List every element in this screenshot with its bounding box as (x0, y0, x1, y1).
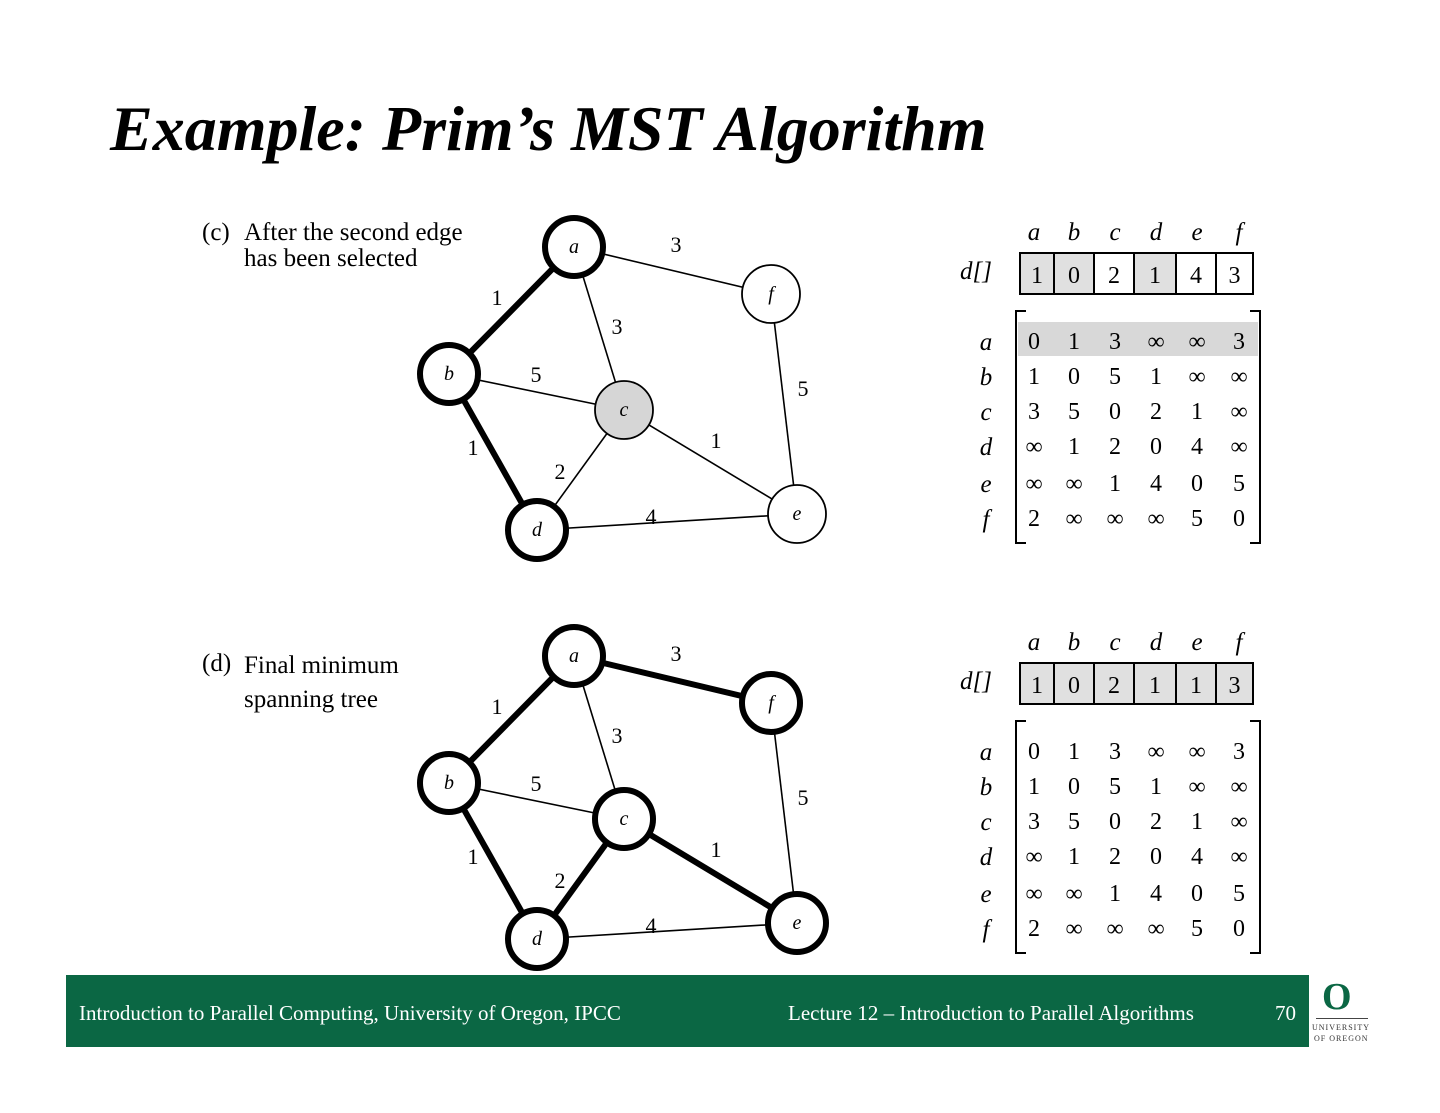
d-value-a: 1 (1031, 673, 1043, 699)
matrix-cell-f-f: 0 (1233, 916, 1245, 942)
row-label-b: b (979, 774, 993, 801)
edge-weight-b-c: 5 (530, 771, 542, 796)
footer-bar (66, 975, 1309, 1047)
d-array-label: d[] (960, 258, 992, 285)
row-label-a: a (979, 739, 993, 766)
matrix-cell-a-b: 1 (1068, 329, 1080, 355)
column-header-f: f (1235, 629, 1243, 656)
edge-weight-a-c: 3 (611, 314, 623, 339)
matrix-cell-e-b: ∞ (1065, 881, 1083, 907)
matrix-cell-e-b: ∞ (1065, 471, 1083, 497)
d-value-c: 2 (1108, 673, 1120, 699)
matrix-cell-b-c: 5 (1109, 364, 1121, 390)
matrix-cell-a-e: ∞ (1188, 739, 1206, 765)
matrix-cell-b-f: ∞ (1230, 364, 1248, 390)
matrix-cell-f-e: 5 (1191, 916, 1203, 942)
matrix-cell-c-f: ∞ (1230, 399, 1248, 425)
matrix-cell-e-f: 5 (1233, 881, 1245, 907)
logo-rule (1316, 1018, 1368, 1019)
matrix-cell-e-c: 1 (1109, 471, 1121, 497)
node-label-b: b (444, 363, 454, 385)
caption-line-2: spanning tree (244, 686, 378, 713)
matrix-cell-f-c: ∞ (1106, 506, 1124, 532)
matrix-cell-f-d: ∞ (1147, 506, 1165, 532)
caption-line-1: After the second edge (244, 219, 463, 246)
matrix-cell-c-d: 2 (1150, 399, 1162, 425)
edge-weight-b-d: 1 (467, 435, 479, 460)
logo-line-2: OF OREGON (1314, 1034, 1369, 1043)
row-label-e: e (980, 471, 992, 498)
matrix-cell-a-d: ∞ (1147, 329, 1165, 355)
matrix-cell-a-e: ∞ (1188, 329, 1206, 355)
matrix-cell-d-c: 2 (1109, 434, 1121, 460)
matrix-cell-d-b: 1 (1068, 434, 1080, 460)
node-label-a: a (569, 645, 579, 667)
matrix-cell-b-d: 1 (1150, 364, 1162, 390)
d-value-b: 0 (1068, 263, 1080, 289)
matrix-cell-c-d: 2 (1150, 809, 1162, 835)
edge-weight-c-d: 2 (554, 459, 566, 484)
column-header-e: e (1191, 629, 1203, 656)
matrix-cell-f-e: 5 (1191, 506, 1203, 532)
footer-lecture: Lecture 12 – Introduction to Parallel Algorithms (788, 1001, 1194, 1025)
row-label-a: a (979, 329, 993, 356)
d-value-f: 3 (1228, 673, 1241, 699)
edge-weight-a-f: 3 (670, 641, 682, 666)
d-value-d: 1 (1149, 673, 1161, 699)
slide-title: Example: Prim’s MST Algorithm (110, 93, 987, 164)
matrix-cell-f-b: ∞ (1065, 506, 1083, 532)
matrix-cell-b-a: 1 (1028, 364, 1040, 390)
node-label-a: a (569, 236, 579, 258)
matrix-cell-c-e: 1 (1191, 809, 1203, 835)
matrix-cell-b-e: ∞ (1188, 774, 1206, 800)
edge-weight-c-e: 1 (710, 837, 722, 862)
matrix-cell-a-c: 3 (1109, 329, 1121, 355)
matrix-cell-b-c: 5 (1109, 774, 1121, 800)
d-value-c: 2 (1108, 263, 1120, 289)
matrix-cell-b-b: 0 (1068, 364, 1080, 390)
column-header-f: f (1235, 219, 1243, 246)
edge-weight-a-f: 3 (670, 232, 682, 257)
matrix-cell-c-e: 1 (1191, 399, 1203, 425)
edge-weight-a-b: 1 (491, 694, 503, 719)
footer-page-number: 70 (1275, 1001, 1296, 1025)
row-label-c: c (980, 399, 992, 426)
matrix-cell-a-f: 3 (1233, 329, 1245, 355)
column-header-a: a (1027, 629, 1041, 656)
node-label-c: c (619, 808, 629, 830)
row-label-b: b (979, 364, 993, 391)
column-header-d: d (1149, 219, 1163, 246)
node-label-d: d (532, 928, 542, 950)
d-value-f: 3 (1228, 263, 1241, 289)
node-label-e: e (792, 912, 802, 934)
node-label-f: f (768, 283, 774, 305)
column-header-e: e (1191, 219, 1203, 246)
matrix-cell-c-b: 5 (1068, 809, 1080, 835)
matrix-cell-b-e: ∞ (1188, 364, 1206, 390)
logo-line-1: UNIVERSITY (1312, 1023, 1370, 1032)
footer-course: Introduction to Parallel Computing, University of Oregon, IPCC (79, 1001, 621, 1025)
matrix-cell-d-e: 4 (1191, 434, 1203, 460)
matrix-cell-c-c: 0 (1109, 809, 1121, 835)
matrix-cell-d-d: 0 (1150, 434, 1162, 460)
matrix-cell-c-a: 3 (1028, 809, 1040, 835)
node-label-b: b (444, 772, 454, 794)
matrix-cell-b-b: 0 (1068, 774, 1080, 800)
matrix-cell-d-a: ∞ (1025, 434, 1043, 460)
edge-weight-f-e: 5 (797, 376, 809, 401)
matrix-cell-c-f: ∞ (1230, 809, 1248, 835)
edge-weight-c-e: 1 (710, 428, 722, 453)
matrix-cell-c-c: 0 (1109, 399, 1121, 425)
matrix-cell-d-d: 0 (1150, 844, 1162, 870)
column-header-d: d (1149, 629, 1163, 656)
edge-weight-c-d: 2 (554, 868, 566, 893)
matrix-cell-f-d: ∞ (1147, 916, 1165, 942)
matrix-cell-a-b: 1 (1068, 739, 1080, 765)
matrix-cell-e-c: 1 (1109, 881, 1121, 907)
matrix-cell-d-a: ∞ (1025, 844, 1043, 870)
node-label-f: f (768, 692, 774, 714)
matrix-cell-e-e: 0 (1191, 881, 1203, 907)
caption-line-2: has been selected (244, 245, 418, 272)
matrix-cell-c-b: 5 (1068, 399, 1080, 425)
edge-weight-a-b: 1 (491, 285, 503, 310)
caption-label: (c) (202, 219, 230, 246)
row-label-d: d (979, 434, 993, 461)
edge-weight-a-c: 3 (611, 723, 623, 748)
edge-weight-d-e: 4 (645, 913, 657, 938)
matrix-cell-a-a: 0 (1028, 329, 1040, 355)
matrix-cell-e-d: 4 (1150, 881, 1162, 907)
matrix-cell-a-f: 3 (1233, 739, 1245, 765)
row-label-f: f (982, 506, 990, 533)
node-label-e: e (792, 503, 802, 525)
edge-weight-d-e: 4 (645, 504, 657, 529)
caption-line-1: Final minimum (244, 652, 399, 679)
matrix-cell-d-c: 2 (1109, 844, 1121, 870)
matrix-cell-f-a: 2 (1028, 916, 1040, 942)
matrix-cell-e-f: 5 (1233, 471, 1245, 497)
row-label-d: d (979, 844, 993, 871)
matrix-cell-e-d: 4 (1150, 471, 1162, 497)
matrix-cell-e-a: ∞ (1025, 881, 1043, 907)
matrix-cell-f-b: ∞ (1065, 916, 1083, 942)
logo-o-icon: O (1322, 976, 1352, 1018)
matrix-cell-f-f: 0 (1233, 506, 1245, 532)
matrix-cell-b-f: ∞ (1230, 774, 1248, 800)
row-label-e: e (980, 881, 992, 908)
row-label-f: f (982, 916, 990, 943)
matrix-right-bracket (1250, 721, 1260, 953)
matrix-cell-e-a: ∞ (1025, 471, 1043, 497)
matrix-cell-c-a: 3 (1028, 399, 1040, 425)
edge-weight-b-c: 5 (530, 362, 542, 387)
matrix-cell-d-b: 1 (1068, 844, 1080, 870)
column-header-c: c (1109, 629, 1121, 656)
matrix-cell-d-e: 4 (1191, 844, 1203, 870)
matrix-cell-b-a: 1 (1028, 774, 1040, 800)
matrix-cell-e-e: 0 (1191, 471, 1203, 497)
matrix-left-bracket (1016, 721, 1026, 953)
d-value-b: 0 (1068, 673, 1080, 699)
d-value-e: 4 (1190, 263, 1202, 289)
matrix-cell-f-c: ∞ (1106, 916, 1124, 942)
university-logo (1312, 978, 1376, 1048)
matrix-cell-f-a: 2 (1028, 506, 1040, 532)
matrix-cell-d-f: ∞ (1230, 434, 1248, 460)
node-label-c: c (619, 399, 629, 421)
column-header-c: c (1109, 219, 1121, 246)
row-label-c: c (980, 809, 992, 836)
edge-weight-f-e: 5 (797, 785, 809, 810)
d-value-a: 1 (1031, 263, 1043, 289)
d-value-e: 1 (1190, 673, 1202, 699)
matrix-cell-a-a: 0 (1028, 739, 1040, 765)
matrix-cell-d-f: ∞ (1230, 844, 1248, 870)
column-header-b: b (1067, 629, 1081, 656)
edge-weight-b-d: 1 (467, 844, 479, 869)
column-header-a: a (1027, 219, 1041, 246)
caption-label: (d) (202, 650, 232, 677)
d-array-label: d[] (960, 668, 992, 695)
matrix-cell-b-d: 1 (1150, 774, 1162, 800)
node-label-d: d (532, 519, 542, 541)
matrix-cell-a-c: 3 (1109, 739, 1121, 765)
matrix-cell-a-d: ∞ (1147, 739, 1165, 765)
column-header-b: b (1067, 219, 1081, 246)
d-value-d: 1 (1149, 263, 1161, 289)
